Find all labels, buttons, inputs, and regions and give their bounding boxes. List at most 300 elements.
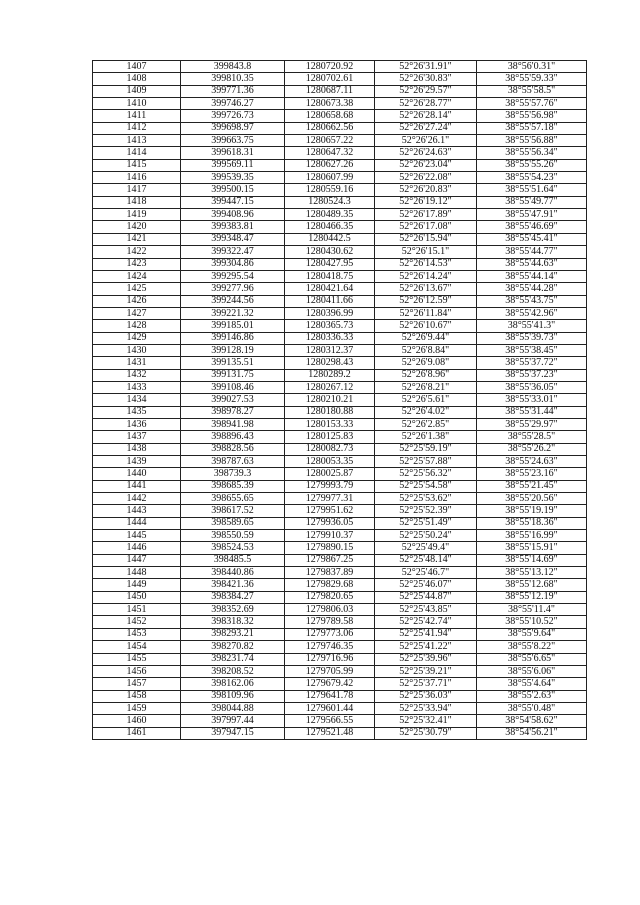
table-row <box>93 542 587 554</box>
longitude-cell: 38°55'56.98" <box>477 110 587 122</box>
x-coordinate-cell: 398231.74 <box>181 653 285 665</box>
x-coordinate-cell: 398162.06 <box>181 678 285 690</box>
longitude-cell: 38°55'46.69" <box>477 221 587 233</box>
point-number-cell: 1456 <box>93 665 181 677</box>
table-row <box>93 159 587 171</box>
longitude-cell: 38°55'12.68" <box>477 579 587 591</box>
point-number-cell: 1411 <box>93 110 181 122</box>
point-number-cell: 1407 <box>93 61 181 73</box>
latitude-cell: 52°26'17.89" <box>375 209 477 221</box>
y-coordinate-cell: 1280365.73 <box>285 320 375 332</box>
x-coordinate-cell: 398270.82 <box>181 641 285 653</box>
latitude-cell: 52°25'56.32" <box>375 468 477 480</box>
longitude-cell: 38°55'8.22" <box>477 641 587 653</box>
longitude-cell: 38°55'44.77" <box>477 246 587 258</box>
x-coordinate-cell: 399304.86 <box>181 258 285 270</box>
table-row <box>93 73 587 85</box>
y-coordinate-cell: 1279806.03 <box>285 604 375 616</box>
table-row <box>93 61 587 73</box>
x-coordinate-cell: 398655.65 <box>181 493 285 505</box>
longitude-cell: 38°54'58.62" <box>477 715 587 727</box>
point-number-cell: 1435 <box>93 406 181 418</box>
x-coordinate-cell: 398941.98 <box>181 418 285 430</box>
latitude-cell: 52°25'46.07" <box>375 579 477 591</box>
latitude-cell: 52°25'50.24" <box>375 530 477 542</box>
x-coordinate-cell: 398550.59 <box>181 530 285 542</box>
table-row <box>93 344 587 356</box>
point-number-cell: 1441 <box>93 480 181 492</box>
latitude-cell: 52°26'15.1" <box>375 246 477 258</box>
latitude-cell: 52°26'2.85" <box>375 418 477 430</box>
point-number-cell: 1449 <box>93 579 181 591</box>
y-coordinate-cell: 1280396.99 <box>285 307 375 319</box>
point-number-cell: 1415 <box>93 159 181 171</box>
table-row <box>93 678 587 690</box>
y-coordinate-cell: 1279601.44 <box>285 702 375 714</box>
longitude-cell: 38°55'0.48" <box>477 702 587 714</box>
table-row <box>93 406 587 418</box>
longitude-cell: 38°55'39.73" <box>477 332 587 344</box>
longitude-cell: 38°55'54.23" <box>477 172 587 184</box>
x-coordinate-cell: 398440.86 <box>181 567 285 579</box>
point-number-cell: 1417 <box>93 184 181 196</box>
point-number-cell: 1408 <box>93 73 181 85</box>
y-coordinate-cell: 1280702.61 <box>285 73 375 85</box>
y-coordinate-cell: 1280607.99 <box>285 172 375 184</box>
point-number-cell: 1454 <box>93 641 181 653</box>
point-number-cell: 1431 <box>93 357 181 369</box>
x-coordinate-cell: 399810.35 <box>181 73 285 85</box>
latitude-cell: 52°26'9.08" <box>375 357 477 369</box>
latitude-cell: 52°26'14.53" <box>375 258 477 270</box>
y-coordinate-cell: 1280210.21 <box>285 394 375 406</box>
longitude-cell: 38°55'9.64" <box>477 628 587 640</box>
x-coordinate-cell: 398421.36 <box>181 579 285 591</box>
y-coordinate-cell: 1280466.35 <box>285 221 375 233</box>
longitude-cell: 38°55'26.2" <box>477 443 587 455</box>
table-row <box>93 233 587 245</box>
longitude-cell: 38°55'10.52" <box>477 616 587 628</box>
point-number-cell: 1459 <box>93 702 181 714</box>
x-coordinate-cell: 399663.75 <box>181 135 285 147</box>
longitude-cell: 38°55'49.77" <box>477 196 587 208</box>
longitude-cell: 38°55'23.16" <box>477 468 587 480</box>
x-coordinate-cell: 398787.63 <box>181 456 285 468</box>
y-coordinate-cell: 1279993.79 <box>285 480 375 492</box>
y-coordinate-cell: 1280053.35 <box>285 456 375 468</box>
y-coordinate-cell: 1279521.48 <box>285 727 375 739</box>
latitude-cell: 52°26'8.96" <box>375 369 477 381</box>
y-coordinate-cell: 1279820.65 <box>285 591 375 603</box>
longitude-cell: 38°55'28.5" <box>477 431 587 443</box>
point-number-cell: 1426 <box>93 295 181 307</box>
table-row <box>93 394 587 406</box>
longitude-cell: 38°54'56.21" <box>477 727 587 739</box>
point-number-cell: 1430 <box>93 344 181 356</box>
table-row <box>93 172 587 184</box>
point-number-cell: 1437 <box>93 431 181 443</box>
point-number-cell: 1414 <box>93 147 181 159</box>
point-number-cell: 1416 <box>93 172 181 184</box>
table-row <box>93 209 587 221</box>
point-number-cell: 1425 <box>93 283 181 295</box>
x-coordinate-cell: 398524.53 <box>181 542 285 554</box>
latitude-cell: 52°26'31.91" <box>375 61 477 73</box>
longitude-cell: 38°55'18.36" <box>477 517 587 529</box>
y-coordinate-cell: 1280153.33 <box>285 418 375 430</box>
x-coordinate-cell: 398293.21 <box>181 628 285 640</box>
longitude-cell: 38°55'2.63" <box>477 690 587 702</box>
x-coordinate-cell: 399146.86 <box>181 332 285 344</box>
latitude-cell: 52°26'11.84" <box>375 307 477 319</box>
y-coordinate-cell: 1279641.78 <box>285 690 375 702</box>
table-row <box>93 616 587 628</box>
table-row <box>93 628 587 640</box>
y-coordinate-cell: 1279716.96 <box>285 653 375 665</box>
point-number-cell: 1429 <box>93 332 181 344</box>
y-coordinate-cell: 1280298.43 <box>285 357 375 369</box>
latitude-cell: 52°26'9.44" <box>375 332 477 344</box>
longitude-cell: 38°55'57.18" <box>477 122 587 134</box>
longitude-cell: 38°55'47.91" <box>477 209 587 221</box>
x-coordinate-cell: 399277.96 <box>181 283 285 295</box>
latitude-cell: 52°25'59.19" <box>375 443 477 455</box>
longitude-cell: 38°55'6.65" <box>477 653 587 665</box>
point-number-cell: 1422 <box>93 246 181 258</box>
point-number-cell: 1443 <box>93 505 181 517</box>
longitude-cell: 38°55'51.64" <box>477 184 587 196</box>
table-row <box>93 270 587 282</box>
latitude-cell: 52°25'48.14" <box>375 554 477 566</box>
point-number-cell: 1452 <box>93 616 181 628</box>
longitude-cell: 38°55'56.34" <box>477 147 587 159</box>
latitude-cell: 52°26'12.59" <box>375 295 477 307</box>
longitude-cell: 38°55'43.75" <box>477 295 587 307</box>
longitude-cell: 38°55'38.45" <box>477 344 587 356</box>
longitude-cell: 38°55'41.3" <box>477 320 587 332</box>
y-coordinate-cell: 1279951.62 <box>285 505 375 517</box>
latitude-cell: 52°25'39.96" <box>375 653 477 665</box>
x-coordinate-cell: 399108.46 <box>181 381 285 393</box>
latitude-cell: 52°26'23.04" <box>375 159 477 171</box>
point-number-cell: 1448 <box>93 567 181 579</box>
point-number-cell: 1453 <box>93 628 181 640</box>
x-coordinate-cell: 398685.39 <box>181 480 285 492</box>
table-row <box>93 554 587 566</box>
x-coordinate-cell: 398617.52 <box>181 505 285 517</box>
point-number-cell: 1446 <box>93 542 181 554</box>
table-row <box>93 258 587 270</box>
point-number-cell: 1445 <box>93 530 181 542</box>
y-coordinate-cell: 1280312.37 <box>285 344 375 356</box>
table-row <box>93 369 587 381</box>
x-coordinate-cell: 398109.96 <box>181 690 285 702</box>
longitude-cell: 38°55'44.28" <box>477 283 587 295</box>
table-row <box>93 147 587 159</box>
longitude-cell: 38°55'20.56" <box>477 493 587 505</box>
coordinate-table-body <box>93 61 587 740</box>
table-row <box>93 85 587 97</box>
y-coordinate-cell: 1280125.83 <box>285 431 375 443</box>
x-coordinate-cell: 398896.43 <box>181 431 285 443</box>
x-coordinate-cell: 399539.35 <box>181 172 285 184</box>
table-row <box>93 579 587 591</box>
y-coordinate-cell: 1280421.64 <box>285 283 375 295</box>
longitude-cell: 38°55'36.05" <box>477 381 587 393</box>
point-number-cell: 1439 <box>93 456 181 468</box>
y-coordinate-cell: 1280489.35 <box>285 209 375 221</box>
point-number-cell: 1420 <box>93 221 181 233</box>
y-coordinate-cell: 1280658.68 <box>285 110 375 122</box>
x-coordinate-cell: 398208.52 <box>181 665 285 677</box>
y-coordinate-cell: 1279890.15 <box>285 542 375 554</box>
y-coordinate-cell: 1279829.68 <box>285 579 375 591</box>
y-coordinate-cell: 1280673.38 <box>285 98 375 110</box>
x-coordinate-cell: 399383.81 <box>181 221 285 233</box>
x-coordinate-cell: 397997.44 <box>181 715 285 727</box>
latitude-cell: 52°26'20.83" <box>375 184 477 196</box>
longitude-cell: 38°55'21.45" <box>477 480 587 492</box>
table-row <box>93 604 587 616</box>
x-coordinate-cell: 399447.15 <box>181 196 285 208</box>
latitude-cell: 52°25'51.49" <box>375 517 477 529</box>
latitude-cell: 52°26'26.1" <box>375 135 477 147</box>
y-coordinate-cell: 1279746.35 <box>285 641 375 653</box>
x-coordinate-cell: 398044.88 <box>181 702 285 714</box>
y-coordinate-cell: 1279910.37 <box>285 530 375 542</box>
x-coordinate-cell: 398739.3 <box>181 468 285 480</box>
x-coordinate-cell: 398485.5 <box>181 554 285 566</box>
point-number-cell: 1461 <box>93 727 181 739</box>
latitude-cell: 52°26'14.24" <box>375 270 477 282</box>
table-row <box>93 431 587 443</box>
x-coordinate-cell: 399244.56 <box>181 295 285 307</box>
table-row <box>93 727 587 739</box>
latitude-cell: 52°26'27.24" <box>375 122 477 134</box>
latitude-cell: 52°26'28.77" <box>375 98 477 110</box>
table-row <box>93 357 587 369</box>
latitude-cell: 52°25'37.71" <box>375 678 477 690</box>
longitude-cell: 38°55'45.41" <box>477 233 587 245</box>
longitude-cell: 38°55'44.63" <box>477 258 587 270</box>
latitude-cell: 52°25'44.87" <box>375 591 477 603</box>
longitude-cell: 38°55'56.88" <box>477 135 587 147</box>
latitude-cell: 52°26'1.38" <box>375 431 477 443</box>
table-row <box>93 320 587 332</box>
point-number-cell: 1427 <box>93 307 181 319</box>
latitude-cell: 52°26'19.12" <box>375 196 477 208</box>
point-number-cell: 1428 <box>93 320 181 332</box>
x-coordinate-cell: 398828.56 <box>181 443 285 455</box>
x-coordinate-cell: 398978.27 <box>181 406 285 418</box>
latitude-cell: 52°25'41.94" <box>375 628 477 640</box>
point-number-cell: 1423 <box>93 258 181 270</box>
x-coordinate-cell: 399843.8 <box>181 61 285 73</box>
longitude-cell: 38°55'13.12" <box>477 567 587 579</box>
y-coordinate-cell: 1280427.95 <box>285 258 375 270</box>
longitude-cell: 38°55'42.96" <box>477 307 587 319</box>
y-coordinate-cell: 1280647.32 <box>285 147 375 159</box>
latitude-cell: 52°26'22.08" <box>375 172 477 184</box>
x-coordinate-cell: 399135.51 <box>181 357 285 369</box>
latitude-cell: 52°25'43.85" <box>375 604 477 616</box>
table-row <box>93 110 587 122</box>
y-coordinate-cell: 1280442.5 <box>285 233 375 245</box>
latitude-cell: 52°26'4.02" <box>375 406 477 418</box>
longitude-cell: 38°56'0.31" <box>477 61 587 73</box>
y-coordinate-cell: 1280418.75 <box>285 270 375 282</box>
point-number-cell: 1419 <box>93 209 181 221</box>
table-row <box>93 715 587 727</box>
x-coordinate-cell: 397947.15 <box>181 727 285 739</box>
table-row <box>93 456 587 468</box>
table-row <box>93 493 587 505</box>
table-row <box>93 665 587 677</box>
table-row <box>93 196 587 208</box>
longitude-cell: 38°55'14.69" <box>477 554 587 566</box>
point-number-cell: 1440 <box>93 468 181 480</box>
x-coordinate-cell: 398589.65 <box>181 517 285 529</box>
y-coordinate-cell: 1280559.16 <box>285 184 375 196</box>
longitude-cell: 38°55'57.76" <box>477 98 587 110</box>
x-coordinate-cell: 399618.31 <box>181 147 285 159</box>
latitude-cell: 52°25'52.39" <box>375 505 477 517</box>
point-number-cell: 1450 <box>93 591 181 603</box>
point-number-cell: 1444 <box>93 517 181 529</box>
x-coordinate-cell: 399131.75 <box>181 369 285 381</box>
y-coordinate-cell: 1280687.11 <box>285 85 375 97</box>
point-number-cell: 1432 <box>93 369 181 381</box>
x-coordinate-cell: 399726.73 <box>181 110 285 122</box>
point-number-cell: 1412 <box>93 122 181 134</box>
table-row <box>93 295 587 307</box>
table-row <box>93 517 587 529</box>
latitude-cell: 52°25'49.4" <box>375 542 477 554</box>
table-row <box>93 653 587 665</box>
point-number-cell: 1434 <box>93 394 181 406</box>
longitude-cell: 38°55'6.06" <box>477 665 587 677</box>
point-number-cell: 1418 <box>93 196 181 208</box>
latitude-cell: 52°26'5.61" <box>375 394 477 406</box>
y-coordinate-cell: 1279773.06 <box>285 628 375 640</box>
table-row <box>93 480 587 492</box>
latitude-cell: 52°26'13.67" <box>375 283 477 295</box>
table-row <box>93 530 587 542</box>
x-coordinate-cell: 399746.27 <box>181 98 285 110</box>
y-coordinate-cell: 1280289.2 <box>285 369 375 381</box>
y-coordinate-cell: 1280267.12 <box>285 381 375 393</box>
x-coordinate-cell: 398352.69 <box>181 604 285 616</box>
longitude-cell: 38°55'58.5" <box>477 85 587 97</box>
y-coordinate-cell: 1280411.66 <box>285 295 375 307</box>
longitude-cell: 38°55'15.91" <box>477 542 587 554</box>
latitude-cell: 52°25'41.22" <box>375 641 477 653</box>
y-coordinate-cell: 1279977.31 <box>285 493 375 505</box>
table-row <box>93 135 587 147</box>
table-row <box>93 246 587 258</box>
y-coordinate-cell: 1280657.22 <box>285 135 375 147</box>
point-number-cell: 1458 <box>93 690 181 702</box>
longitude-cell: 38°55'37.23" <box>477 369 587 381</box>
y-coordinate-cell: 1280662.56 <box>285 122 375 134</box>
point-number-cell: 1460 <box>93 715 181 727</box>
latitude-cell: 52°25'39.21" <box>375 665 477 677</box>
table-row <box>93 641 587 653</box>
longitude-cell: 38°55'29.97" <box>477 418 587 430</box>
y-coordinate-cell: 1280627.26 <box>285 159 375 171</box>
x-coordinate-cell: 399322.47 <box>181 246 285 258</box>
longitude-cell: 38°55'12.19" <box>477 591 587 603</box>
x-coordinate-cell: 399408.96 <box>181 209 285 221</box>
y-coordinate-cell: 1280430.62 <box>285 246 375 258</box>
table-row <box>93 702 587 714</box>
x-coordinate-cell: 399698.97 <box>181 122 285 134</box>
x-coordinate-cell: 399569.11 <box>181 159 285 171</box>
x-coordinate-cell: 399500.15 <box>181 184 285 196</box>
x-coordinate-cell: 399221.32 <box>181 307 285 319</box>
longitude-cell: 38°55'59.33" <box>477 73 587 85</box>
x-coordinate-cell: 399295.54 <box>181 270 285 282</box>
longitude-cell: 38°55'24.63" <box>477 456 587 468</box>
point-number-cell: 1410 <box>93 98 181 110</box>
point-number-cell: 1451 <box>93 604 181 616</box>
table-row <box>93 283 587 295</box>
y-coordinate-cell: 1280524.3 <box>285 196 375 208</box>
table-row <box>93 690 587 702</box>
y-coordinate-cell: 1280082.73 <box>285 443 375 455</box>
y-coordinate-cell: 1279705.99 <box>285 665 375 677</box>
y-coordinate-cell: 1280180.88 <box>285 406 375 418</box>
latitude-cell: 52°26'8.21" <box>375 381 477 393</box>
table-row <box>93 468 587 480</box>
point-number-cell: 1436 <box>93 418 181 430</box>
point-number-cell: 1433 <box>93 381 181 393</box>
table-row <box>93 505 587 517</box>
latitude-cell: 52°26'30.83" <box>375 73 477 85</box>
latitude-cell: 52°25'42.74" <box>375 616 477 628</box>
x-coordinate-cell: 398318.32 <box>181 616 285 628</box>
table-row <box>93 307 587 319</box>
table-row <box>93 122 587 134</box>
longitude-cell: 38°55'19.19" <box>477 505 587 517</box>
longitude-cell: 38°55'31.44" <box>477 406 587 418</box>
point-number-cell: 1421 <box>93 233 181 245</box>
table-row <box>93 332 587 344</box>
table-row <box>93 567 587 579</box>
latitude-cell: 52°25'53.62" <box>375 493 477 505</box>
x-coordinate-cell: 399185.01 <box>181 320 285 332</box>
latitude-cell: 52°25'46.7" <box>375 567 477 579</box>
latitude-cell: 52°25'36.03" <box>375 690 477 702</box>
longitude-cell: 38°55'16.99" <box>477 530 587 542</box>
latitude-cell: 52°26'24.63" <box>375 147 477 159</box>
longitude-cell: 38°55'44.14" <box>477 270 587 282</box>
y-coordinate-cell: 1279837.89 <box>285 567 375 579</box>
point-number-cell: 1455 <box>93 653 181 665</box>
table-row <box>93 418 587 430</box>
longitude-cell: 38°55'55.26" <box>477 159 587 171</box>
y-coordinate-cell: 1279679.42 <box>285 678 375 690</box>
point-number-cell: 1409 <box>93 85 181 97</box>
longitude-cell: 38°55'33.01" <box>477 394 587 406</box>
longitude-cell: 38°55'11.4" <box>477 604 587 616</box>
x-coordinate-cell: 399128.19 <box>181 344 285 356</box>
point-number-cell: 1442 <box>93 493 181 505</box>
table-row <box>93 184 587 196</box>
point-number-cell: 1413 <box>93 135 181 147</box>
y-coordinate-cell: 1279566.55 <box>285 715 375 727</box>
longitude-cell: 38°55'4.64" <box>477 678 587 690</box>
